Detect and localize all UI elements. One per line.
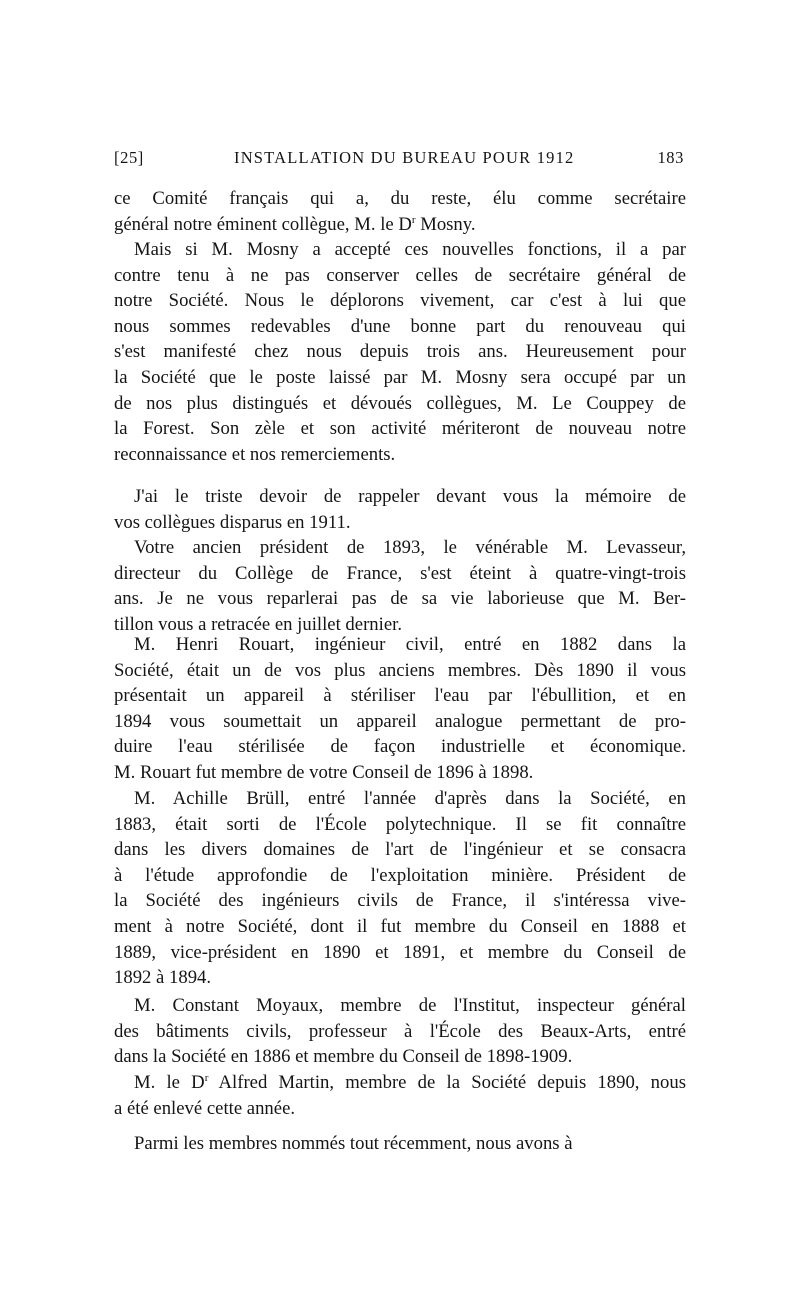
text-line: J'ai le triste devoir de rappeler devant vous la mémoire de (134, 486, 686, 507)
text-line: duire l'eau stérilisée de façon industrielle et économique. (114, 736, 686, 758)
text-line: a été enlevé cette année. (114, 1097, 296, 1119)
text-line: M. Rouart fut membre de votre Conseil de 1896 à 1898. (114, 761, 534, 783)
paragraph-martin (114, 1070, 686, 1121)
text-line: 1883, était sorti de l'École polytechnique. Il se fit connaître (114, 813, 686, 835)
text-line: M. Henri Rouart, ingénieur civil, entré en 1882 dans la (134, 634, 686, 655)
text-line: ans. Je ne vous reparlerai pas de sa vie laborieuse que M. Ber- (114, 588, 686, 610)
paragraph-rouart (114, 632, 686, 786)
text-line: ce Comité français qui a, du reste, élu comme secrétaire (114, 188, 686, 209)
text-line: 1894 vous soumettait un appareil analogue permettant de pro- (114, 710, 686, 732)
text-line: M. le $D^r$ Alfred Martin, membre de la Société depuis 1890, nous (134, 1072, 686, 1093)
text-line: dans les divers domaines de l'art de l'ingénieur et se consacra (114, 839, 686, 861)
text-line: 1892 à 1894. (114, 967, 212, 989)
text-line: directeur du Collège de France, s'est éteint à quatre-vingt-trois (114, 562, 686, 584)
text-line: M. Constant Moyaux, membre de l'Institut, inspecteur général (134, 995, 686, 1016)
text-line: présentait un appareil à stériliser l'eau par l'ébullition, et en (114, 685, 686, 707)
paragraph-memoire (114, 484, 686, 535)
page-reference: [25] (114, 148, 144, 167)
text-line: s'est manifesté chez nous depuis trois ans. Heureusement pour (114, 341, 686, 363)
text-line: général notre éminent collègue, M. le $D^r$ Mosny. (114, 213, 476, 235)
text-line: Votre ancien président de 1893, le vénérable M. Levasseur, (134, 537, 686, 558)
text-line: Mais si M. Mosny a accepté ces nouvelles fonctions, il a par (134, 239, 686, 260)
text-line: 1889, vice-président en 1890 et 1891, et membre du Conseil de (114, 941, 686, 963)
paragraph-levasseur (114, 535, 686, 637)
text-line: reconnaissance et nos remerciements. (114, 443, 396, 465)
text-line: à l'étude approfondie de l'exploitation minière. Président de (114, 864, 686, 886)
text-line: Parmi les membres nommés tout récemment, nous avons à (134, 1133, 573, 1154)
text-line: dans la Société en 1886 et membre du Conseil de 1898-1909. (114, 1046, 573, 1068)
text-line: Société, était un de vos plus anciens membres. Dès 1890 il vous (114, 659, 686, 681)
text-line: notre Société. Nous le déplorons vivement, car c'est à lui que (114, 290, 686, 312)
paragraph-mosny-comite (114, 186, 686, 237)
text-line: la Société des ingénieurs civils de France, il s'intéressa vive- (114, 890, 686, 912)
running-title: INSTALLATION DU BUREAU POUR 1912 (234, 148, 575, 167)
text-line: tillon vous a retracée en juillet dernier. (114, 613, 402, 635)
text-line: la Société que le poste laissé par M. Mosny sera occupé par un (114, 366, 686, 388)
page-number: 183 (657, 148, 684, 167)
paragraph-moyaux (114, 993, 686, 1070)
paragraph-mosny-secretaire (114, 237, 686, 467)
text-line: vos collègues disparus en 1911. (114, 511, 351, 533)
text-line: des bâtiments civils, professeur à l'École des Beaux-Arts, entré (114, 1020, 686, 1042)
paragraph-brull (114, 786, 686, 991)
paragraph-nouveaux-membres (114, 1131, 686, 1157)
text-line: M. Achille Brüll, entré l'année d'après dans la Société, en (134, 788, 686, 809)
text-line: de nos plus distingués et dévoués collègues, M. Le Couppey de (114, 392, 686, 414)
running-header (114, 148, 684, 172)
text-line: la Forest. Son zèle et son activité mériteront de nouveau notre (114, 418, 686, 440)
text-line: ment à notre Société, dont il fut membre du Conseil en 1888 et (114, 915, 686, 937)
text-line: contre tenu à ne pas conserver celles de secrétaire général de (114, 264, 686, 286)
text-line: nous sommes redevables d'une bonne part du renouveau qui (114, 315, 686, 337)
